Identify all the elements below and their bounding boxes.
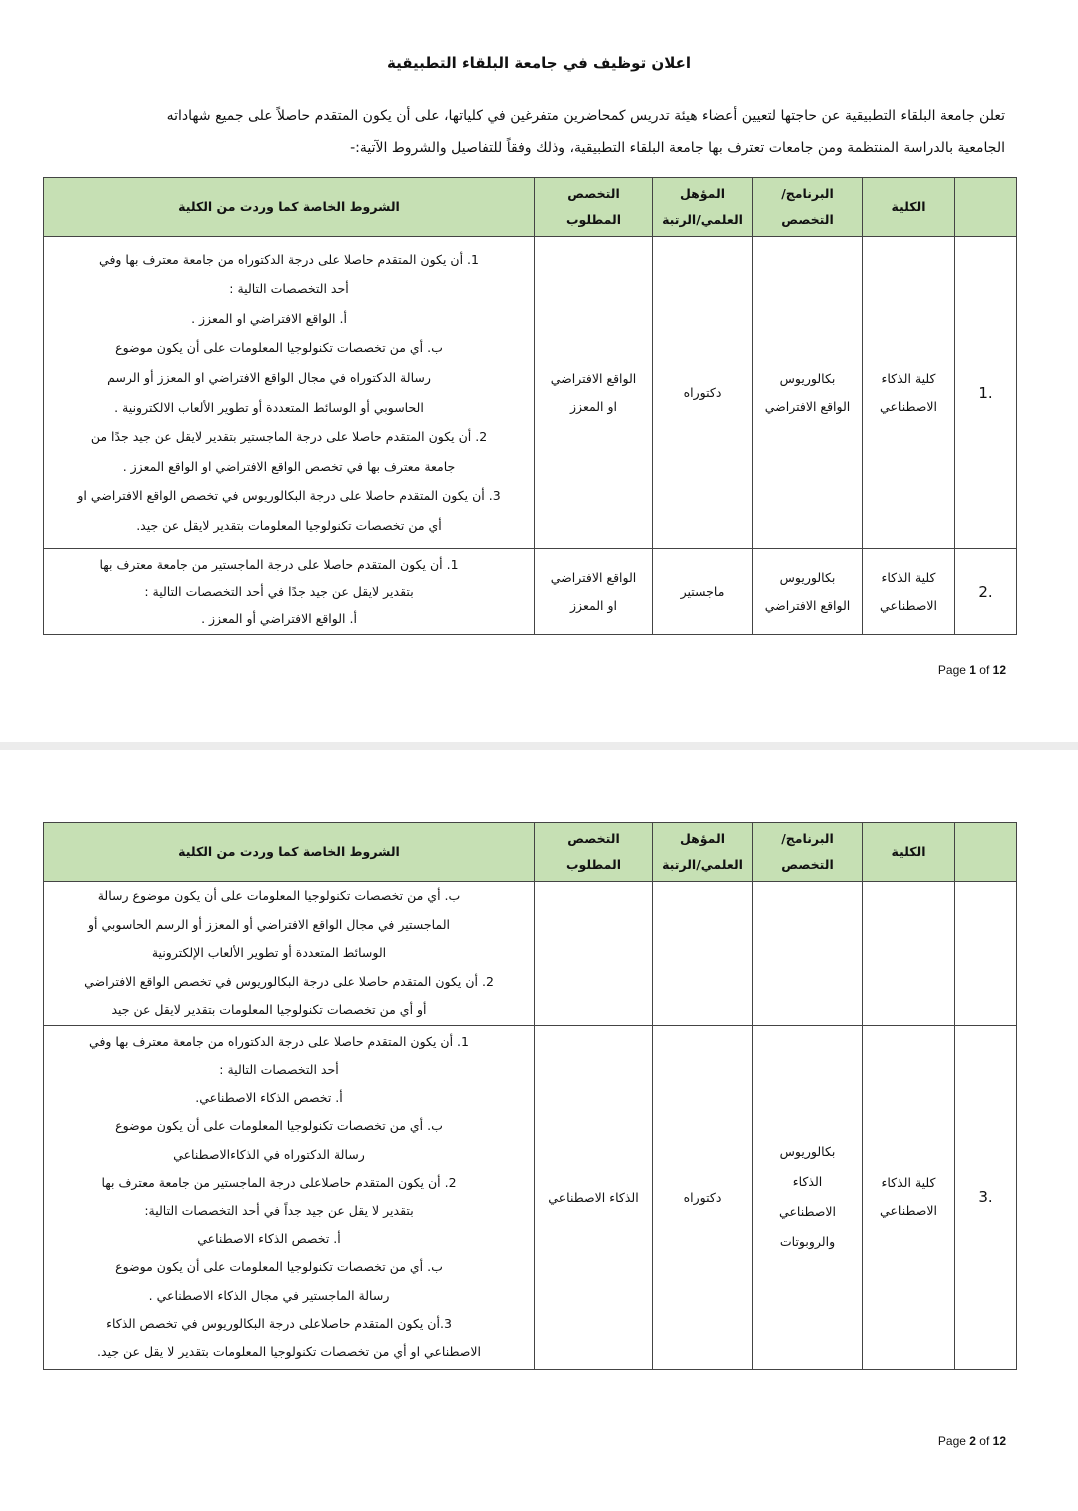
document-page-2 — [0, 750, 1078, 1511]
page-footer: Page 1 of 12 — [937, 663, 1006, 677]
row-college: كلية الذكاء الاصطناعي — [863, 237, 955, 549]
intro-line: تعلن جامعة البلقاء التطبيقية عن حاجتها لتعيين أعضاء هيئة تدريس كمحاضرين متفرغين في كلياتها، على أن يكون المتقدم حاصلاً على جميع شهاداته — [166, 108, 1005, 124]
header-specialty: التخصص المطلوب — [535, 178, 653, 237]
row-qualification: ماجستير — [653, 549, 753, 635]
header-program: البرنامج/ التخصص — [753, 823, 863, 882]
row-specialty: الذكاء الاصطناعي — [535, 1025, 653, 1369]
row-conditions: ب. أي من تخصصات تكنولوجيا المعلومات على أن يكون موضوع رسالة الماجستير في مجال الواقع الافتراضي أو المعزز أو الرسم الحاسوبي أو الوسائط المتعددة أو تطوير الألعاب الإلكترونية 2. أن يكون المتقدم حاصلا على درجة البكالوريوس في تخصص الواقع الافتراضي أو أي من تخصصات تكنولوجيا المعلومات بتقدير لايقل عن جيد — [44, 882, 535, 1026]
row-program: بكالوريوس الواقع الافتراضي — [753, 549, 863, 635]
row-specialty: الواقع الافتراضي او المعزز — [535, 237, 653, 549]
intro-paragraph — [55, 100, 1005, 164]
announcement-title: اعلان توظيف في جامعة البلقاء التطبيقية — [386, 54, 692, 72]
row-number: .2 — [955, 549, 1017, 635]
header-qualification: المؤهل العلمي/الرتبة — [653, 823, 753, 882]
header-conditions: الشروط الخاصة كما وردت من الكلية — [44, 823, 535, 882]
header-college: الكلية — [863, 178, 955, 237]
row-program: بكالوريوس الذكاء الاصطناعي والروبوتات — [753, 1025, 863, 1369]
document-page-1 — [0, 0, 1078, 742]
header-num — [955, 178, 1017, 237]
row-number: .1 — [955, 237, 1017, 549]
row-conditions: 1. أن يكون المتقدم حاصلا على درجة الدكتوراه من جامعة معترف بها وفي أحد التخصصات التالية : أ. تخصص الذكاء الاصطناعي. ب. أي من تخصصات تكنولوجيا المعلومات على أن يكون موضوع رسالة الدكتوراه في الذكاءالاصطناعي 2. أن يكون المتقدم حاصلاعلى درجة الماجستير من جامعة معترف بها بتقدير لا يقل عن جيد جداً في أحد التخصصات التالية: أ. تخصص الذكاء الاصطناعي ب. أي من تخصصات تكنولوجيا المعلومات على أن يكون موضوع رسالة الماجستير في مجال الذكاء الاصطناعي . 3.أن يكون المتقدم حاصلاعلى درجة البكالوريوس في تخصص الذكاء الاصطناعي او أي من تخصصات تكنولوجيا المعلومات بتقدير لا يقل عن جيد. — [44, 1025, 535, 1369]
header-program: البرنامج/ التخصص — [753, 178, 863, 237]
header-conditions: الشروط الخاصة كما وردت من الكلية — [44, 178, 535, 237]
header-specialty: التخصص المطلوب — [535, 823, 653, 882]
table-row — [44, 1025, 1017, 1369]
row-college — [863, 882, 955, 1026]
intro-line: الجامعية بالدراسة المنتظمة ومن جامعات تعترف بها جامعة البلقاء التطبيقية، وذلك وفقاً للتفاصيل والشروط الآتية:- — [350, 140, 1005, 156]
row-qualification: دكتوراه — [653, 237, 753, 549]
row-qualification — [653, 882, 753, 1026]
row-college: كلية الذكاء الاصطناعي — [863, 549, 955, 635]
row-qualification: دكتوراه — [653, 1025, 753, 1369]
row-program: بكالوريوس الواقع الافتراضي — [753, 237, 863, 549]
table-row — [44, 237, 1017, 549]
table-header-row — [44, 823, 1017, 882]
row-conditions: 1. أن يكون المتقدم حاصلا على درجة الدكتوراه من جامعة معترف بها وفي أحد التخصصات التالية : أ. الواقع الافتراضي او المعزز . ب. أي من تخصصات تكنولوجيا المعلومات على أن يكون موضوع رسالة الدكتوراه في مجال الواقع الافتراضي او المعزز أو الرسم الحاسوبي أو الوسائط المتعددة أو تطوير الألعاب الالكترونية . 2. أن يكون المتقدم حاصلا على درجة الماجستير بتقدير لايقل عن جيد جدًا من جامعة معترف بها في تخصص الواقع الافتراضي او الواقع المعزز . 3. أن يكون المتقدم حاصلا على درجة البكالوريوس في تخصص الواقع الافتراضي او أي من تخصصات تكنولوجيا المعلومات بتقدير لايقل عن جيد. — [44, 237, 535, 549]
page-footer: Page 2 of 12 — [937, 1434, 1006, 1448]
header-qualification: المؤهل العلمي/الرتبة — [653, 178, 753, 237]
row-number: .3 — [955, 1025, 1017, 1369]
row-specialty — [535, 882, 653, 1026]
row-college: كلية الذكاء الاصطناعي — [863, 1025, 955, 1369]
header-num — [955, 823, 1017, 882]
header-college: الكلية — [863, 823, 955, 882]
row-number — [955, 882, 1017, 1026]
table-header-row — [44, 178, 1017, 237]
positions-table — [43, 822, 1017, 1370]
page-separator — [0, 742, 1078, 750]
table-row — [44, 549, 1017, 635]
row-conditions: 1. أن يكون المتقدم حاصلا على درجة الماجستير من جامعة معترف بها بتقدير لايقل عن جيد جدًا في أحد التخصصات التالية : أ. الواقع الافتراضي أو المعزز . — [44, 549, 535, 635]
positions-table — [43, 177, 1017, 635]
row-specialty: الواقع الافتراضي او المعزز — [535, 549, 653, 635]
table-row — [44, 882, 1017, 1026]
row-program — [753, 882, 863, 1026]
